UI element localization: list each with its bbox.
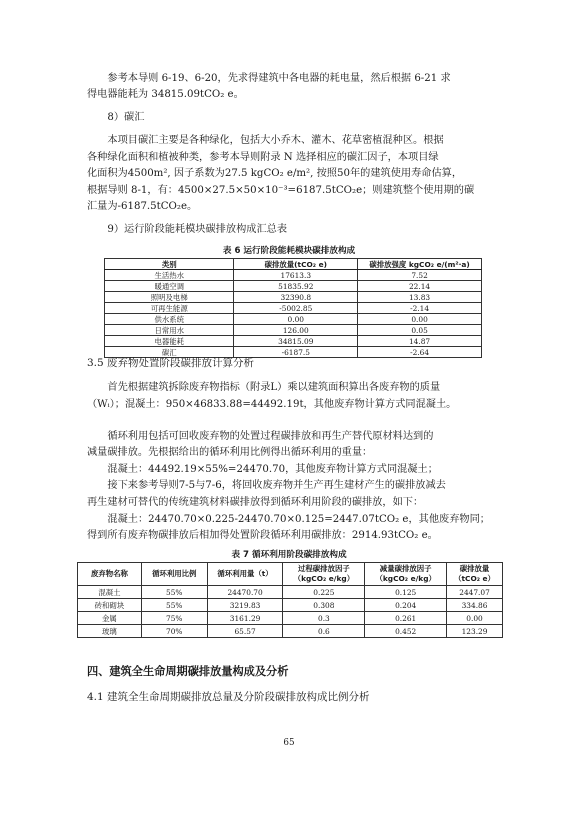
- table-cell: 3219.83: [207, 599, 283, 612]
- section-4-heading: 四、建筑全生命周期碳排放量构成及分析: [87, 665, 289, 678]
- table-cell: 电器能耗: [105, 336, 234, 347]
- paragraph-recycle-line-5: 再生建材可替代的传统建筑材料碳排放得到循环利用阶段的碳排放，如下：: [87, 497, 424, 508]
- table-cell: 51835.92: [234, 281, 358, 292]
- table-cell: -2.64: [358, 347, 482, 358]
- table6-header-cell: 类别: [105, 259, 234, 270]
- table-cell: 2447.07: [447, 586, 503, 599]
- paragraph-recycle-line-3: 混凝土：44492.19×55%=24470.70，其他废弃物计算方式同混凝土；: [107, 464, 438, 475]
- paragraph-recycle-line-1: 循环利用包括可回收废弃物的处置过程碳排放和再生产替代原材料达到的: [107, 431, 434, 442]
- paragraph-electrical-line-1: 参考本导则 6-19、6-20，先求得建筑中各电器的耗电量，然后根据 6-21 求: [107, 73, 451, 84]
- table-row: [105, 314, 482, 325]
- table7-header-cell: 循环利用比例: [141, 563, 207, 586]
- table-cell: 0.3: [283, 612, 365, 625]
- table-row: [105, 336, 482, 347]
- paragraph-waste-line-1: 首先根据建筑拆除废弃物指标（附录L）乘以建筑面积算出各废弃物的质量: [107, 382, 441, 393]
- table-cell: 334.86: [447, 599, 503, 612]
- table-recycling-stage: [77, 562, 503, 638]
- table-cell: -2.14: [358, 303, 482, 314]
- table-cell: 0.261: [365, 612, 447, 625]
- table-cell: 0.05: [358, 325, 482, 336]
- paragraph-recycle-line-7: 得到所有废弃物碳排放后相加得处置阶段循环利用碳排放：2914.93tCO₂ e。: [87, 530, 438, 541]
- table7-header-cell: 过程碳排放因子 （kgCO₂ e/kg）: [283, 563, 365, 586]
- table-cell: 22.14: [358, 281, 482, 292]
- table-cell: 0.452: [365, 625, 447, 638]
- paragraph-sink-line-5: 汇量为-6187.5tCO₂e。: [87, 201, 198, 212]
- table6-header-row: [105, 259, 482, 270]
- table-cell: 0.00: [234, 314, 358, 325]
- table-row: [105, 270, 482, 281]
- table-cell: 123.29: [447, 625, 503, 638]
- table-cell: 75%: [141, 612, 207, 625]
- table-cell: 65.57: [207, 625, 283, 638]
- table-cell: 暖通空调: [105, 281, 234, 292]
- table7-header-cell: 废弃物名称: [78, 563, 142, 586]
- table-cell: 0.00: [447, 612, 503, 625]
- table-cell: 55%: [141, 599, 207, 612]
- table6-header-cell: 碳排放量(tCO₂ e): [234, 259, 358, 270]
- table-cell: -5002.85: [234, 303, 358, 314]
- table-row: [78, 625, 503, 638]
- table7-caption: 表 7 循环利用阶段碳排放构成: [231, 550, 347, 560]
- table-cell: 混凝土: [78, 586, 142, 599]
- paragraph-recycle-line-6: 混凝土：24470.70×0.225-24470.70×0.125=2447.07tCO₂ e，其他废弃物同；: [107, 514, 490, 525]
- paragraph-sink-line-4: 根据导则 8-1，有：4500×27.5×50×10⁻³=6187.5tCO₂e；则建筑整个使用期的碳: [87, 185, 475, 196]
- table-row: [105, 325, 482, 336]
- table-row: [78, 586, 503, 599]
- table-cell: 可再生能源: [105, 303, 234, 314]
- paragraph-electrical-line-2: 得电器能耗为 34815.09tCO₂ e。: [87, 89, 244, 100]
- table-cell: 碳汇: [105, 347, 234, 358]
- table-cell: 13.83: [358, 292, 482, 303]
- table-cell: 34815.09: [234, 336, 358, 347]
- table-cell: 0.225: [283, 586, 365, 599]
- paragraph-sink-line-3: 化面积为4500m², 因子系数为27.5 kgCO₂ e/m², 按照50年的建筑使用寿命估算，: [87, 168, 463, 179]
- table-cell: 70%: [141, 625, 207, 638]
- table-operation-energy: [104, 258, 482, 358]
- table-cell: 126.00: [234, 325, 358, 336]
- table-cell: 供水系统: [105, 314, 234, 325]
- table-cell: 生活热水: [105, 270, 234, 281]
- table7-header-row: [78, 563, 503, 586]
- table-row: [105, 292, 482, 303]
- paragraph-sink-line-1: 本项目碳汇主要是各种绿化，包括大小乔木、灌木、花草密植混种区。根据: [107, 135, 444, 146]
- table6-header-cell: 碳排放强度 kgCO₂ e/(m²·a): [358, 259, 482, 270]
- table-cell: 32390.8: [234, 292, 358, 303]
- table-cell: 14.87: [358, 336, 482, 347]
- table-cell: 玻璃: [78, 625, 142, 638]
- table-cell: 24470.70: [207, 586, 283, 599]
- paragraph-recycle-line-2: 减量碳排放。先根据给出的循环利用比例得出循环利用的重量：: [87, 447, 373, 458]
- table-cell: 0.6: [283, 625, 365, 638]
- section-3-5-heading: 3.5 废弃物处置阶段碳排放计算分析: [87, 357, 255, 369]
- table-cell: 3161.29: [207, 612, 283, 625]
- table7-header-cell: 减量碳排放因子 （kgCO₂ e/kg）: [365, 563, 447, 586]
- table-cell: -6187.5: [234, 347, 358, 358]
- table7-header-cell: 循环利用量（t）: [207, 563, 283, 586]
- table-cell: 照明及电梯: [105, 292, 234, 303]
- table-cell: 7.52: [358, 270, 482, 281]
- heading-operation-summary: 9）运行阶段能耗模块碳排放构成汇总表: [107, 224, 288, 235]
- table-cell: 0.125: [365, 586, 447, 599]
- table-cell: 55%: [141, 586, 207, 599]
- paragraph-recycle-line-4: 接下来参考导则7-5与7-6，将回收废弃物并生产再生建材产生的碳排放减去: [107, 480, 446, 491]
- heading-carbon-sink: 8）碳汇: [107, 112, 145, 123]
- table7-header-cell: 碳排放量 （tCO₂ e）: [447, 563, 503, 586]
- table-row: [78, 612, 503, 625]
- table-cell: 0.00: [358, 314, 482, 325]
- table-cell: 17613.3: [234, 270, 358, 281]
- table-row: [78, 599, 503, 612]
- table-cell: 砖和砌块: [78, 599, 142, 612]
- section-4-1-heading: 4.1 建筑全生命周期碳排放总量及分阶段碳排放构成比例分析: [87, 691, 370, 703]
- table-row: [105, 281, 482, 292]
- paragraph-waste-line-2: （Wᵢ）；混凝土：950×46833.88=44492.19t，其他废弃物计算方式同混凝土。: [87, 399, 457, 410]
- table-cell: 金属: [78, 612, 142, 625]
- table-cell: 0.204: [365, 599, 447, 612]
- table6-caption: 表 6 运行阶段能耗模块碳排放构成: [222, 246, 356, 256]
- table-cell: 日常用水: [105, 325, 234, 336]
- table-row: [105, 303, 482, 314]
- paragraph-sink-line-2: 各种绿化面积和植被种类，参考本导则附录 N 选择相应的碳汇因子，本项目绿: [87, 152, 439, 163]
- table-cell: 0.308: [283, 599, 365, 612]
- page-number: 65: [283, 738, 295, 748]
